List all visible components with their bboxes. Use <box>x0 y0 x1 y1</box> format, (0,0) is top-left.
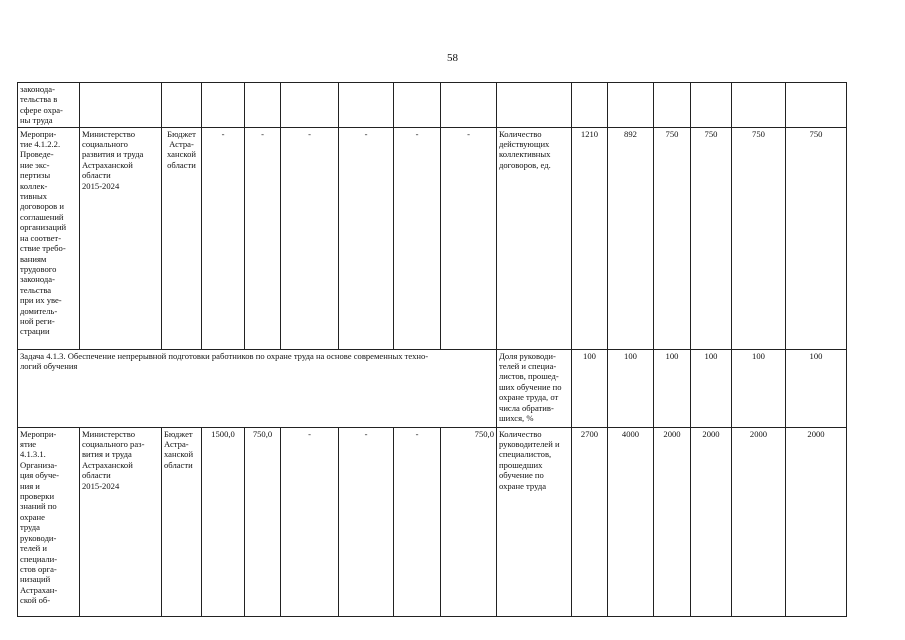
executor-cell: Министерство социального раз- вития и труда Астраханской области 2015-2024 <box>80 427 162 616</box>
table-cell <box>608 83 654 128</box>
indicator-value-cell: 1210 <box>572 127 608 349</box>
table-row <box>18 127 847 349</box>
table-cell <box>441 83 497 128</box>
indicator-value-cell: 750 <box>732 127 786 349</box>
indicator-value-cell: 100 <box>732 349 786 427</box>
funding-year-cell: - <box>441 127 497 349</box>
indicator-value-cell: 750 <box>786 127 847 349</box>
measure-name-cell: Меропри- тие 4.1.2.2. Проведе- ние экс- пертизы коллек- тивных договоров и соглашений организаций на соответ- ствие требо- ваниям трудового законода- тельства при их уве- домитель- ной реги- страции <box>18 127 80 349</box>
task-heading-cell: Задача 4.1.3. Обеспечение непрерывной подготовки работников по охране труда на основе современных техно- логий обучения <box>18 349 497 427</box>
table-cell <box>202 83 245 128</box>
indicator-value-cell: 750 <box>654 127 691 349</box>
indicator-value-cell: 750 <box>691 127 732 349</box>
table-cell <box>339 83 394 128</box>
funding-year-cell: 750,0 <box>245 427 281 616</box>
table-cell <box>732 83 786 128</box>
table-cell <box>786 83 847 128</box>
indicator-value-cell: 2000 <box>654 427 691 616</box>
program-measures-table <box>17 82 847 617</box>
table-cell <box>497 83 572 128</box>
funding-year-cell: - <box>281 127 339 349</box>
funding-source-cell: Бюджет Астра- ханской области <box>162 427 202 616</box>
indicator-name-cell: Доля руководи- телей и специа- листов, прошед- ших обучение по охране труда, от числа обратив- шихся, % <box>497 349 572 427</box>
funding-year-cell: - <box>339 127 394 349</box>
funding-year-cell: - <box>394 127 441 349</box>
funding-year-cell: - <box>245 127 281 349</box>
indicator-value-cell: 2000 <box>691 427 732 616</box>
executor-cell: Министерство социального развития и труда Астраханской области 2015-2024 <box>80 127 162 349</box>
indicator-value-cell: 100 <box>691 349 732 427</box>
indicator-value-cell: 2000 <box>786 427 847 616</box>
page-number: 58 <box>447 52 458 64</box>
indicator-name-cell: Количество действующих коллективных договоров, ед. <box>497 127 572 349</box>
table-cell <box>245 83 281 128</box>
funding-year-cell: - <box>394 427 441 616</box>
indicator-value-cell: 100 <box>654 349 691 427</box>
funding-year-cell: - <box>281 427 339 616</box>
table-cell <box>394 83 441 128</box>
indicator-value-cell: 4000 <box>608 427 654 616</box>
measure-name-cell: законода- тельства в сфере охра- ны труда <box>18 83 80 128</box>
indicator-value-cell: 100 <box>572 349 608 427</box>
table-cell <box>572 83 608 128</box>
table-cell <box>691 83 732 128</box>
table-row <box>18 427 847 616</box>
funding-year-cell: 750,0 <box>441 427 497 616</box>
indicator-value-cell: 100 <box>786 349 847 427</box>
funding-total-cell: - <box>202 127 245 349</box>
funding-year-cell: - <box>339 427 394 616</box>
table-row <box>18 349 847 427</box>
funding-source-cell: Бюджет Астра- ханской области <box>162 127 202 349</box>
funding-total-cell: 1500,0 <box>202 427 245 616</box>
table-cell <box>654 83 691 128</box>
indicator-value-cell: 100 <box>608 349 654 427</box>
indicator-value-cell: 892 <box>608 127 654 349</box>
indicator-value-cell: 2700 <box>572 427 608 616</box>
indicator-name-cell: Количество руководителей и специалистов, прошедших обучение по охране труда <box>497 427 572 616</box>
table-row <box>18 83 847 128</box>
table-cell <box>162 83 202 128</box>
table-cell <box>80 83 162 128</box>
measure-name-cell: Меропри- ятие 4.1.3.1. Организа- ция обуче- ния и проверки знаний по охране труда руководи- телей и специали- стов орга- низаций Астрахан- ской об- <box>18 427 80 616</box>
table-cell <box>281 83 339 128</box>
indicator-value-cell: 2000 <box>732 427 786 616</box>
